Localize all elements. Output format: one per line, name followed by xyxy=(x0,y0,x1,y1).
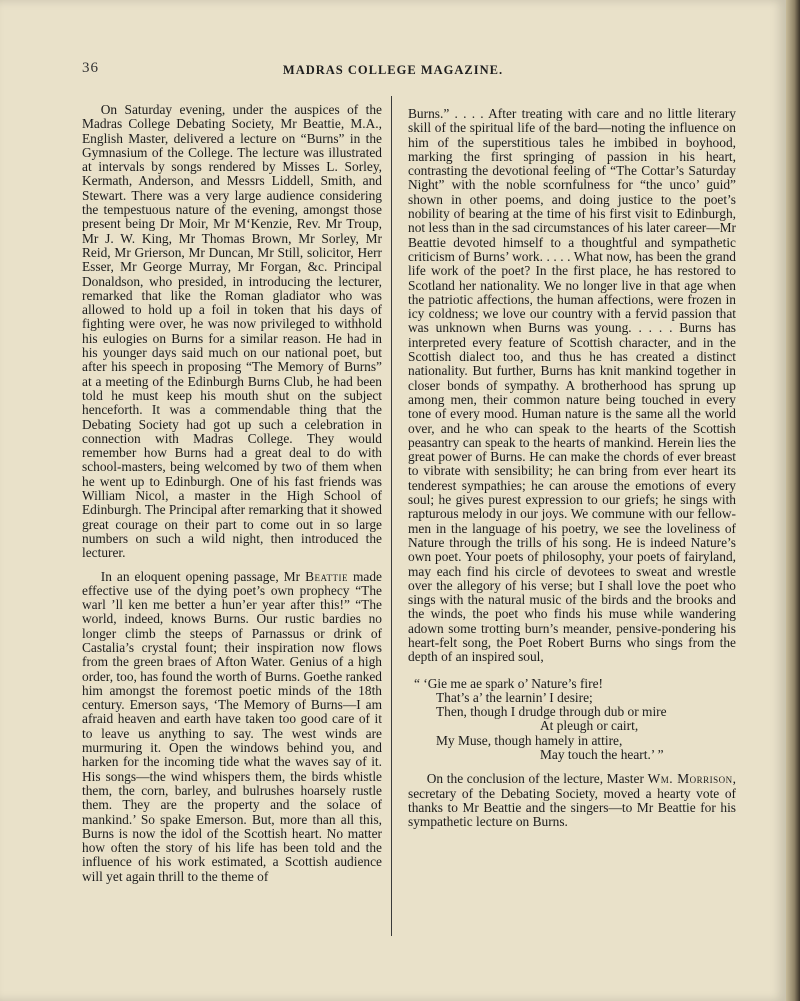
page-number: 36 xyxy=(82,60,99,76)
lecture-text: made effective use of the dying poet’s own prophecy “The warl ’ll ken me better a hun’er year after this!” “The world, indeed, knows Burns. Our rustic bardies no longer climb the steeps of Parnassus or drink of Castalia’s crystal fount; their inspiration now flows from the green braes of Afton Water. Genius of a high order, too, has found the worth of Burns. Goethe ranked him amongst the foremost poetic minds of the 18th century. Emerson says, ‘The Memory of Burns—I am afraid heaven and earth have taken too good care of it to leave us anything to say. The west winds are murmuring it. Open the windows behind you, and harken for the incoming tide what the waves say of it. His songs—the wind whispers them, the birds whistle them, the corn, barley, and bulrushes hoarsely rustle them. They are the property and the solace of mankind.’ So spake Emerson. But, more than all this, Burns is now the idol of the Scottish heart. No matter how often the story of his life has been told and the influence of his work estimated, a Scottish audience will yet again thrill to the theme of xyxy=(82,568,382,884)
poem-line: May touch the heart.’ ” xyxy=(540,747,664,763)
closing-paragraph xyxy=(408,772,736,829)
continuation-paragraph: Burns.” . . . . After treating with care and no little literary skill of the spiritual life of the bard—noting the influence on him of the superstitious tales he imbibed in boyhood, marking the first springing of passion in his heart, contrasting the devotional feeling of “The Cottar’s Saturday Night” with the noble scornfulness for “the unco’ guid” shown in other poems, and doing justice to the poet’s nobility of bearing at the time of his first visit to Edinburgh, not less than in the sad circumstances of his later career—Mr Beattie devoted himself to a thoughtful and sympathetic criticism of Burns’ work. . . . . What now, has been the grand life work of the poet? In the first place, he has restored to Scotland her nationality. We no longer live in that age when the patriotic affections, the human affections, were frozen in icy coldness; we love our country with a fervid passion that was unknown when Burns was young. . . . . Burns has interpreted every feature of Scottish character, and in the Scottish dialect too, and thus he has created a distinct nationality. But further, Burns has knit mankind together in closer bonds of sympathy. A brotherhood has sprung up among men, their common nature being touched in every tone of every mood. Human nature is the same all the world over, and he who can speak to the hearts of the Scottish peasantry can speak to the hearts of mankind. Herein lies the great power of Burns. He can make the chords of ever breast to vibrate with sensibility; he can bring from ever heart its tenderest sympathies; he can arouse the emotions of every soul; he gives purest expression to our griefs; he sings with rapturous melody in our joys. We commune with our fellow-men in the language of his poetry, we see the loveliness of Nature through the trills of his song. He is indeed Nature’s own poet. Your poets of philosophy, your poets of fairyland, may each find his circle of devotees to sweat and wrestle over the allegory of his verse; but I shall love the poet who sings with the natural music of the birds and the brooks and the winds, the poet who finds his muse while wandering adown some trotting burn’s meander, pensive-pondering his heart-felt song, the Poet Robert Burns who sings from the depth of an inspired soul, xyxy=(408,106,736,665)
intro-paragraph: On Saturday evening, under the auspices of the Madras College Debating Society, Mr Beattie, M.A., English Master, delivered a lecture on “Burns” in the Gymnasium of the College. The lecture was illustrated at intervals by songs rendered by Misses L. Sorley, Kermath, Anderson, and Messrs Liddell, Smith, and Stewart. There was a very large audience considering the tempestuous nature of the evening, amongst those present being Dr Moir, Mr M‘Kenzie, Rev. Mr Troup, Mr J. W. King, Mr Thomas Brown, Mr Sorley, Mr Reid, Mr Grierson, Mr Duncan, Mr Still, solicitor, Herr Esser, Mr George Murray, Mr Forgan, &c. Principal Donaldson, who presided, in introducing the lecturer, remarked that like the Roman gladiator who was allowed to hold up a foil in token that his days of fighting were over, he was now privileged to withhold his eulogies on Burns for a similar reason. He had in his younger days said much on our national poet, but after his speech in proposing “The Memory of Burns” at a meeting of the Edinburgh Burns Club, he had been told he must keep his mouth shut on the subject henceforth. It was a commendable thing that the Debating Society had got up such a celebration in connection with Madras College. They would remember how Burns had a great deal to do with school-masters, being welcomed by two of them when he went up to Edinburgh. One of his fast friends was William Nicol, a master in the High School of Edinburgh. The Principal after remarking that it showed great courage on their part to come out in so large numbers on such a wild night, then introduced the lecturer. xyxy=(82,102,382,561)
poem-line: That’s a’ the learnin’ I desire; xyxy=(436,689,593,705)
poem-line: My Muse, though hamely in attire, xyxy=(436,732,623,748)
page-edge xyxy=(786,0,800,1001)
lecture-paragraph xyxy=(82,570,382,885)
poem-line: “ ‘Gie me ae spark o’ Nature’s fire! xyxy=(414,675,603,691)
poem-line: At pleugh or cairt, xyxy=(540,718,639,734)
poem-line: Then, though I drudge through dub or mire xyxy=(436,704,667,720)
secretary-name: Wm. Morrison xyxy=(647,771,733,787)
left-column xyxy=(82,103,382,884)
lecture-lead: In an eloquent opening passage, Mr xyxy=(100,568,306,584)
right-column xyxy=(408,107,736,830)
closing-lead: On the conclusion of the lecture, Master xyxy=(426,771,648,787)
lecturer-name: Beattie xyxy=(305,568,348,584)
closing-text: , secretary of the Debating Society, moved a hearty vote of thanks to Mr Beattie and the singers—to Mr Beattie for his sympathetic lecture on Burns. xyxy=(408,771,736,830)
column-divider xyxy=(391,96,392,936)
running-title: MADRAS COLLEGE MAGAZINE. xyxy=(282,63,504,77)
poem-quote xyxy=(408,677,736,763)
